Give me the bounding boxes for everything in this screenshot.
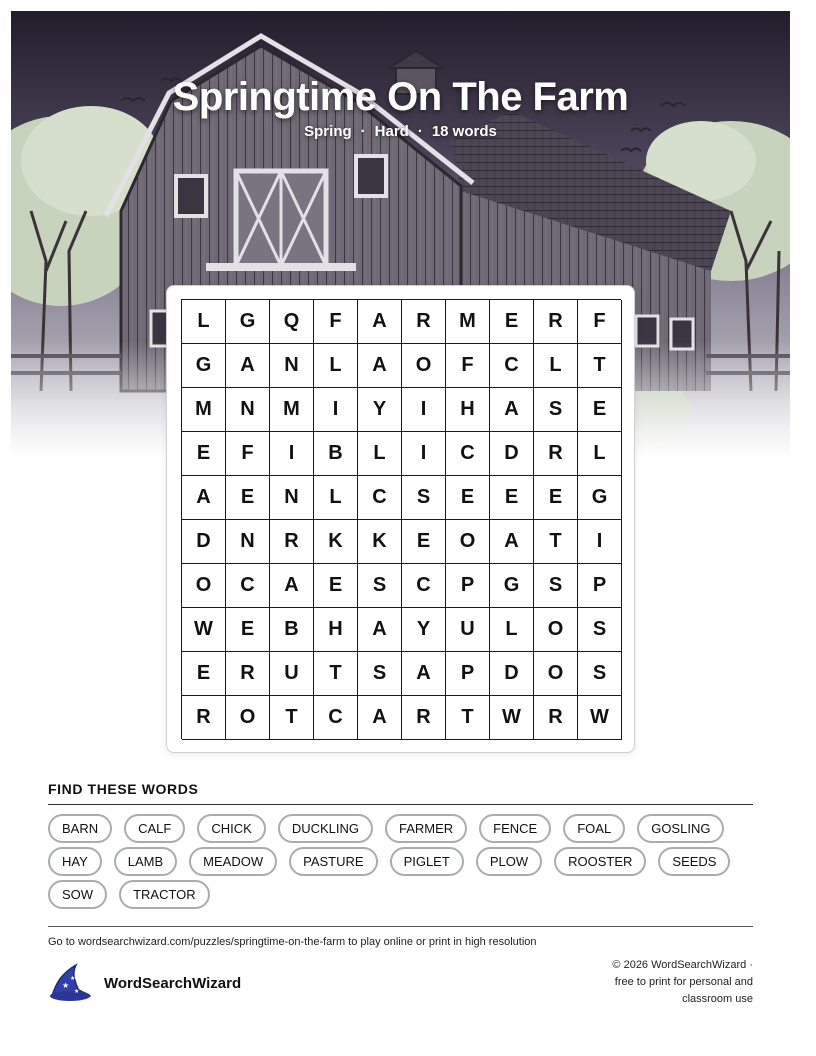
grid-cell[interactable]: A bbox=[402, 652, 446, 696]
word-chip[interactable]: SEEDS bbox=[658, 847, 730, 876]
grid-cell[interactable]: K bbox=[314, 520, 358, 564]
grid-cell[interactable]: N bbox=[226, 520, 270, 564]
word-list bbox=[48, 814, 753, 909]
grid-cell[interactable]: R bbox=[534, 696, 578, 740]
grid-cell[interactable]: W bbox=[490, 696, 534, 740]
grid-cell[interactable]: A bbox=[358, 300, 402, 344]
grid-cell[interactable]: Y bbox=[402, 608, 446, 652]
grid-cell[interactable]: D bbox=[182, 520, 226, 564]
grid-cell[interactable]: O bbox=[534, 608, 578, 652]
grid-cell[interactable]: A bbox=[490, 388, 534, 432]
grid-cell[interactable]: G bbox=[490, 564, 534, 608]
grid-cell[interactable]: N bbox=[226, 388, 270, 432]
brand-name: WordSearchWizard bbox=[104, 974, 242, 992]
grid-cell[interactable]: E bbox=[578, 388, 622, 432]
grid-cell[interactable]: S bbox=[578, 608, 622, 652]
grid-cell[interactable]: C bbox=[446, 432, 490, 476]
grid-cell[interactable]: A bbox=[358, 344, 402, 388]
grid-cell[interactable]: O bbox=[226, 696, 270, 740]
grid-cell[interactable]: O bbox=[182, 564, 226, 608]
copyright-line: free to print for personal and bbox=[614, 976, 753, 988]
grid-cell[interactable]: L bbox=[578, 432, 622, 476]
copyright-notice bbox=[583, 957, 753, 1008]
grid-cell[interactable]: A bbox=[490, 520, 534, 564]
grid-cell[interactable]: F bbox=[446, 344, 490, 388]
word-chip[interactable]: PASTURE bbox=[289, 847, 377, 876]
copyright-line: classroom use bbox=[682, 993, 753, 1005]
grid-cell[interactable]: A bbox=[358, 608, 402, 652]
grid-cell[interactable]: H bbox=[314, 608, 358, 652]
grid-cell[interactable]: E bbox=[226, 608, 270, 652]
grid-cell[interactable]: P bbox=[578, 564, 622, 608]
grid-cell[interactable]: P bbox=[446, 652, 490, 696]
wizard-hat-icon bbox=[48, 963, 92, 1003]
grid-cell[interactable]: O bbox=[534, 652, 578, 696]
grid-cell[interactable]: S bbox=[534, 388, 578, 432]
word-chip[interactable]: MEADOW bbox=[189, 847, 277, 876]
divider bbox=[48, 926, 753, 927]
grid-cell[interactable]: M bbox=[182, 388, 226, 432]
grid-cell[interactable]: E bbox=[490, 300, 534, 344]
divider bbox=[48, 804, 753, 805]
grid-cell[interactable]: T bbox=[578, 344, 622, 388]
grid-cell[interactable]: I bbox=[578, 520, 622, 564]
play-online-link[interactable]: Go to wordsearchwizard.com/puzzles/springtime-on-the-farm to play online or print in high resolution bbox=[48, 936, 537, 948]
grid-cell[interactable]: O bbox=[402, 344, 446, 388]
word-chip[interactable]: ROOSTER bbox=[554, 847, 646, 876]
grid-cell[interactable]: F bbox=[314, 300, 358, 344]
grid-cell[interactable]: I bbox=[402, 388, 446, 432]
grid-cell[interactable]: M bbox=[446, 300, 490, 344]
grid-cell[interactable]: C bbox=[402, 564, 446, 608]
grid-cell[interactable]: G bbox=[578, 476, 622, 520]
grid-cell[interactable]: H bbox=[446, 388, 490, 432]
grid-cell[interactable]: E bbox=[226, 476, 270, 520]
grid-cell[interactable]: R bbox=[226, 652, 270, 696]
grid-cell[interactable]: R bbox=[534, 300, 578, 344]
grid-cell[interactable]: F bbox=[578, 300, 622, 344]
grid-cell[interactable]: E bbox=[534, 476, 578, 520]
word-chip[interactable]: FENCE bbox=[479, 814, 551, 843]
grid-cell[interactable]: E bbox=[490, 476, 534, 520]
word-chip[interactable]: CALF bbox=[124, 814, 185, 843]
grid-cell[interactable]: T bbox=[314, 652, 358, 696]
letter-grid bbox=[181, 299, 621, 739]
grid-cell[interactable]: B bbox=[270, 608, 314, 652]
puzzle-meta bbox=[11, 123, 790, 140]
grid-cell[interactable]: G bbox=[226, 300, 270, 344]
grid-cell[interactable]: U bbox=[270, 652, 314, 696]
grid-cell[interactable]: R bbox=[534, 432, 578, 476]
grid-cell[interactable]: I bbox=[270, 432, 314, 476]
grid-cell[interactable]: U bbox=[446, 608, 490, 652]
grid-cell[interactable]: Y bbox=[358, 388, 402, 432]
grid-cell[interactable]: I bbox=[314, 388, 358, 432]
grid-cell[interactable]: S bbox=[358, 564, 402, 608]
grid-cell[interactable]: C bbox=[490, 344, 534, 388]
word-chip[interactable]: SOW bbox=[48, 880, 107, 909]
word-chip[interactable]: GOSLING bbox=[637, 814, 724, 843]
grid-cell[interactable]: G bbox=[182, 344, 226, 388]
grid-cell[interactable]: I bbox=[402, 432, 446, 476]
grid-cell[interactable]: L bbox=[182, 300, 226, 344]
grid-cell[interactable]: T bbox=[270, 696, 314, 740]
puzzle-card bbox=[166, 285, 635, 753]
grid-cell[interactable]: R bbox=[402, 696, 446, 740]
difficulty-label: Hard bbox=[374, 123, 409, 140]
grid-cell[interactable]: R bbox=[182, 696, 226, 740]
grid-cell[interactable]: E bbox=[314, 564, 358, 608]
word-chip[interactable]: BARN bbox=[48, 814, 112, 843]
word-chip[interactable]: LAMB bbox=[114, 847, 177, 876]
grid-cell[interactable]: E bbox=[182, 652, 226, 696]
word-list-heading: FIND THESE WORDS bbox=[48, 781, 199, 797]
word-chip[interactable]: PIGLET bbox=[390, 847, 464, 876]
word-chip[interactable]: CHICK bbox=[197, 814, 265, 843]
grid-cell[interactable]: S bbox=[534, 564, 578, 608]
grid-cell[interactable]: Q bbox=[270, 300, 314, 344]
puzzle-title: Springtime On The Farm bbox=[172, 75, 629, 119]
grid-cell[interactable]: L bbox=[314, 476, 358, 520]
grid-cell[interactable]: L bbox=[314, 344, 358, 388]
grid-cell[interactable]: S bbox=[358, 652, 402, 696]
grid-cell[interactable]: L bbox=[490, 608, 534, 652]
grid-cell[interactable]: E bbox=[182, 432, 226, 476]
svg-text:★: ★ bbox=[74, 988, 80, 995]
word-chip[interactable]: FOAL bbox=[563, 814, 625, 843]
brand-logo[interactable] bbox=[48, 963, 241, 1003]
word-count-label: 18 words bbox=[431, 123, 497, 140]
meta-separator: · bbox=[417, 123, 423, 140]
grid-cell[interactable]: E bbox=[402, 520, 446, 564]
grid-cell[interactable]: P bbox=[446, 564, 490, 608]
season-label: Spring bbox=[304, 123, 352, 140]
grid-cell[interactable]: N bbox=[270, 476, 314, 520]
grid-cell[interactable]: L bbox=[534, 344, 578, 388]
grid-cell[interactable]: W bbox=[182, 608, 226, 652]
grid-cell[interactable]: B bbox=[314, 432, 358, 476]
grid-cell[interactable]: T bbox=[534, 520, 578, 564]
word-chip[interactable]: HAY bbox=[48, 847, 102, 876]
grid-cell[interactable]: D bbox=[490, 652, 534, 696]
grid-cell[interactable]: O bbox=[446, 520, 490, 564]
grid-cell[interactable]: L bbox=[358, 432, 402, 476]
grid-cell[interactable]: F bbox=[226, 432, 270, 476]
grid-cell[interactable]: S bbox=[402, 476, 446, 520]
grid-cell[interactable]: C bbox=[358, 476, 402, 520]
svg-text:★: ★ bbox=[70, 975, 76, 982]
grid-cell[interactable]: W bbox=[578, 696, 622, 740]
grid-cell[interactable]: A bbox=[182, 476, 226, 520]
grid-cell[interactable]: A bbox=[270, 564, 314, 608]
grid-cell[interactable]: E bbox=[446, 476, 490, 520]
grid-cell[interactable]: A bbox=[226, 344, 270, 388]
grid-cell[interactable]: C bbox=[314, 696, 358, 740]
copyright-line: © 2026 WordSearchWizard · bbox=[612, 959, 753, 971]
grid-cell[interactable]: T bbox=[446, 696, 490, 740]
grid-cell[interactable]: K bbox=[358, 520, 402, 564]
grid-cell[interactable]: R bbox=[402, 300, 446, 344]
word-chip[interactable]: TRACTOR bbox=[119, 880, 210, 909]
grid-cell[interactable]: R bbox=[270, 520, 314, 564]
word-chip[interactable]: FARMER bbox=[385, 814, 467, 843]
grid-cell[interactable]: C bbox=[226, 564, 270, 608]
grid-cell[interactable]: S bbox=[578, 652, 622, 696]
word-chip[interactable]: PLOW bbox=[476, 847, 542, 876]
grid-cell[interactable]: D bbox=[490, 432, 534, 476]
grid-cell[interactable]: A bbox=[358, 696, 402, 740]
meta-separator: · bbox=[360, 123, 366, 140]
word-chip[interactable]: DUCKLING bbox=[278, 814, 373, 843]
grid-cell[interactable]: N bbox=[270, 344, 314, 388]
grid-cell[interactable]: M bbox=[270, 388, 314, 432]
svg-text:★: ★ bbox=[62, 981, 70, 990]
